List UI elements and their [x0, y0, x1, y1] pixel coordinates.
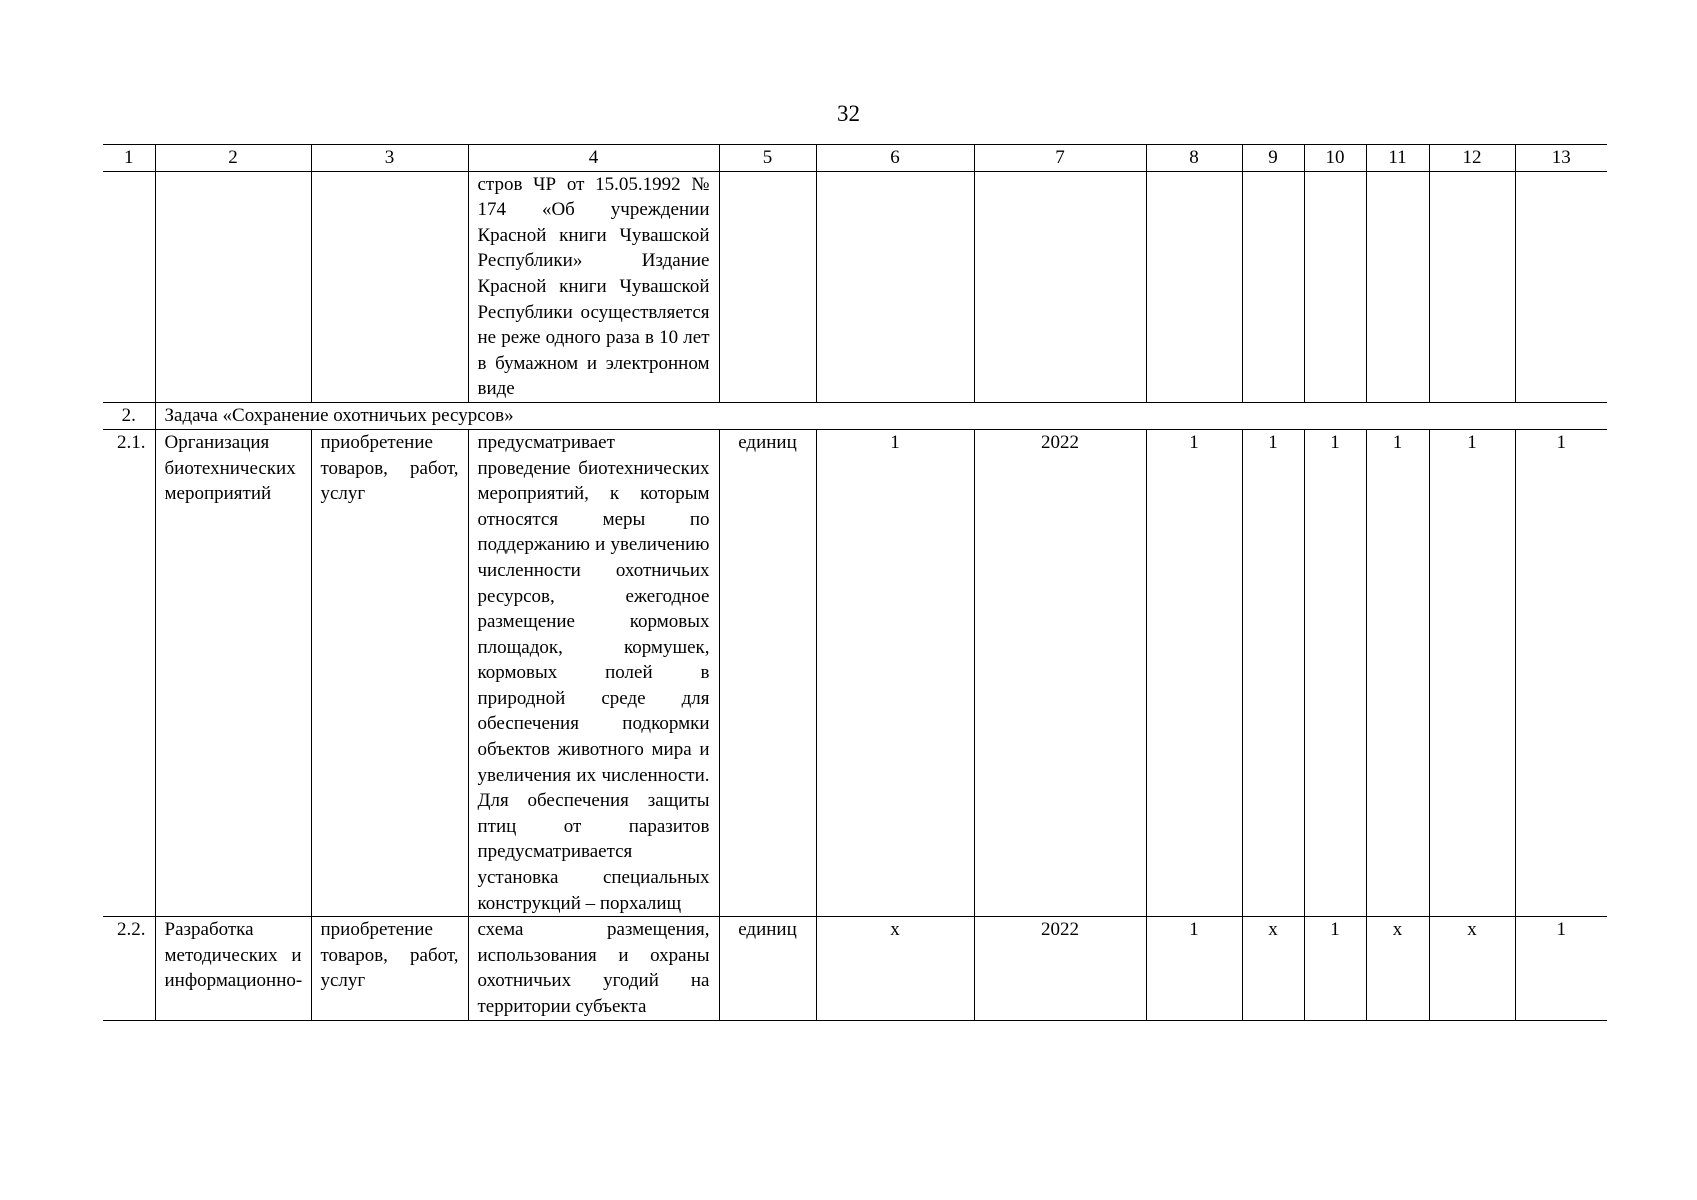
value-cell: 1 — [1146, 429, 1242, 916]
value-cell: х — [1366, 917, 1429, 1020]
value-cell: 1 — [1304, 917, 1366, 1020]
unit-cell: единиц — [719, 917, 816, 1020]
column-number: 1 — [103, 145, 155, 172]
measures-table — [103, 144, 1607, 1021]
column-number: 13 — [1515, 145, 1607, 172]
value-cell: х — [816, 917, 974, 1020]
column-number: 6 — [816, 145, 974, 172]
measure-name: Разработка методических и информационно- — [155, 917, 311, 1020]
column-number-row — [103, 145, 1607, 172]
column-number: 2 — [155, 145, 311, 172]
value-cell: 1 — [1515, 917, 1607, 1020]
row-number: 2.1. — [103, 429, 155, 916]
value-cell: 1 — [1304, 429, 1366, 916]
task-row — [103, 402, 1607, 429]
table-row — [103, 917, 1607, 1020]
year-cell: 2022 — [974, 917, 1146, 1020]
column-number: 9 — [1242, 145, 1304, 172]
column-number: 11 — [1366, 145, 1429, 172]
value-cell: х — [1429, 917, 1515, 1020]
description-cell: предусматривает проведение биотехнических мероприятий, к которым относятся меры по поддержанию и увеличению численности охотничьих ресурсов, ежегодное размещение кормовых площадок, кормушек, кормовых полей в природной среде для обеспечения подкормки объектов животного мира и увеличения их численности. Для обеспечения защиты птиц от паразитов предусматривается установка специальных конструкций – порхалищ — [468, 429, 719, 916]
column-number: 12 — [1429, 145, 1515, 172]
column-number: 5 — [719, 145, 816, 172]
row-number: 2.2. — [103, 917, 155, 1020]
value-cell: 1 — [1146, 917, 1242, 1020]
column-number: 3 — [311, 145, 468, 172]
measure-name: Организация биотехнических мероприятий — [155, 429, 311, 916]
description-cell: схема размещения, использования и охраны охотничьих угодий на территории субъекта — [468, 917, 719, 1020]
year-cell: 2022 — [974, 429, 1146, 916]
column-number: 7 — [974, 145, 1146, 172]
measure-type: приобретение товаров, работ, услуг — [311, 429, 468, 916]
column-number: 4 — [468, 145, 719, 172]
description-cell: стров ЧР от 15.05.1992 № 174 «Об учреждении Красной книги Чувашской Республики» Издание Красной книги Чувашской Республики осуществляется не реже одного раза в 10 лет в бумажном и электронном виде — [468, 171, 719, 402]
measure-type: приобретение товаров, работ, услуг — [311, 917, 468, 1020]
value-cell: х — [1242, 917, 1304, 1020]
value-cell: 1 — [1242, 429, 1304, 916]
page-number: 32 — [837, 101, 860, 126]
value-cell: 1 — [1515, 429, 1607, 916]
task-number: 2. — [103, 402, 155, 429]
continuation-row — [103, 171, 1607, 402]
value-cell: 1 — [816, 429, 974, 916]
unit-cell: единиц — [719, 429, 816, 916]
table-row — [103, 429, 1607, 916]
value-cell: 1 — [1429, 429, 1515, 916]
task-title: Задача «Сохранение охотничьих ресурсов» — [155, 402, 1607, 429]
column-number: 8 — [1146, 145, 1242, 172]
value-cell: 1 — [1366, 429, 1429, 916]
column-number: 10 — [1304, 145, 1366, 172]
